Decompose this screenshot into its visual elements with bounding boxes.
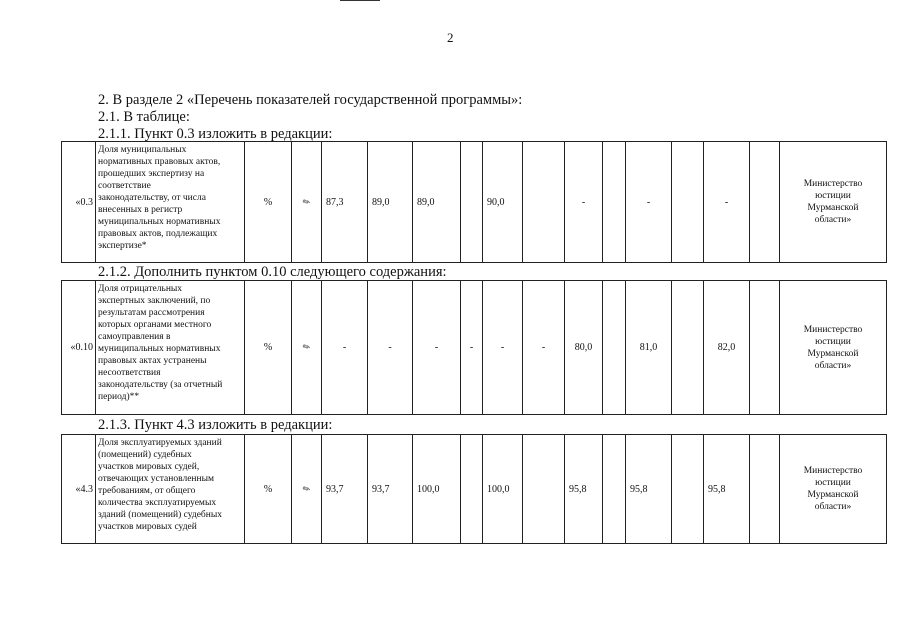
- responsible-ministry: [780, 435, 887, 544]
- item-heading-4-3: 2.1.3. Пункт 4.3 изложить в редакции:: [98, 417, 333, 433]
- ministry-line: Мурманской: [807, 203, 859, 213]
- value-cell: 95,8: [626, 435, 672, 544]
- desc-line: внесенных в регистр: [98, 205, 183, 215]
- desc-line: нормативных правовых актов,: [98, 157, 221, 167]
- indicator-code: «0.10: [62, 281, 96, 415]
- indicator-table-0-10: [61, 280, 887, 415]
- indicator-table-0-3: [61, 141, 887, 263]
- value-cell: 93,7: [368, 435, 413, 544]
- unit-cell: %: [245, 281, 292, 415]
- ministry-line: Мурманской: [807, 490, 859, 500]
- value-cell: 100,0: [483, 435, 523, 544]
- value-cell: 93,7: [322, 435, 368, 544]
- value-cell: 95,8: [704, 435, 750, 544]
- desc-line: требованиям, от общего: [98, 486, 196, 496]
- pencil-icon: ✎: [300, 340, 313, 354]
- indicator-code: «4.3: [62, 435, 96, 544]
- ministry-line: юстиции: [815, 336, 851, 347]
- desc-line: экспертизе*: [98, 241, 147, 251]
- ministry-line: Министерство: [803, 466, 863, 476]
- indicator-description: [96, 435, 245, 544]
- unit-cell: %: [245, 142, 292, 263]
- ministry-line: Мурманской: [807, 348, 859, 359]
- desc-line: участков мировых судей,: [98, 462, 200, 472]
- desc-line: отвечающих установленным: [98, 474, 214, 484]
- value-cell: [672, 435, 704, 544]
- page-number: 2: [447, 30, 454, 45]
- ministry-line: юстиции: [815, 478, 851, 488]
- desc-line: Доля муниципальных: [98, 145, 187, 155]
- value-cell: 87,3: [322, 142, 368, 263]
- value-cell: [750, 142, 780, 263]
- desc-line: экспертных заключений, по: [98, 296, 211, 306]
- value-cell: 100,0: [413, 435, 461, 544]
- top-rule: [340, 0, 380, 1]
- desc-line: правовых актах устранены: [98, 356, 207, 366]
- desc-line: Доля эксплуатируемых зданий: [98, 438, 222, 448]
- desc-line: участков мировых судей: [98, 522, 197, 532]
- indicator-code: «0.3: [62, 142, 96, 263]
- desc-line: которых органами местного: [98, 320, 212, 330]
- pencil-icon: ✎: [300, 482, 313, 495]
- value-cell: [523, 435, 565, 544]
- responsible-ministry: [780, 142, 887, 263]
- table-row: [62, 281, 887, 415]
- value-cell: [603, 281, 626, 415]
- desc-line: муниципальных нормативных: [98, 344, 221, 354]
- value-cell: 95,8: [565, 435, 603, 544]
- ministry-line: Министерство: [803, 179, 863, 189]
- value-cell: [603, 142, 626, 263]
- value-cell: 89,0: [368, 142, 413, 263]
- desc-line: законодательству (за отчетный: [98, 380, 223, 390]
- value-cell: [603, 435, 626, 544]
- desc-line: прошедших экспертизу на: [98, 169, 205, 179]
- indicator-table-4-3: [61, 434, 887, 544]
- desc-line: Доля отрицательных: [98, 284, 183, 294]
- desc-line: период)**: [98, 392, 140, 402]
- value-cell: [750, 435, 780, 544]
- value-cell: [461, 142, 483, 263]
- ministry-line: области»: [814, 502, 852, 512]
- ministry-line: области»: [814, 215, 852, 225]
- pencil-icon: [292, 435, 322, 544]
- table-row: [62, 142, 887, 263]
- desc-line: количества эксплуатируемых: [98, 498, 217, 508]
- value-cell: [672, 281, 704, 415]
- indicator-description: [96, 142, 245, 263]
- pencil-icon: [292, 281, 322, 415]
- indicator-description: [96, 281, 245, 415]
- desc-line: несоответствия: [98, 368, 161, 378]
- value-cell: [461, 435, 483, 544]
- value-cell: -: [704, 142, 750, 263]
- desc-line: самоуправления в: [98, 332, 171, 342]
- value-cell: -: [413, 281, 461, 415]
- value-cell: 82,0: [704, 281, 750, 415]
- value-cell: -: [626, 142, 672, 263]
- pencil-icon: [292, 142, 322, 263]
- desc-line: зданий (помещений) судебных: [98, 510, 222, 520]
- desc-line: соответствие: [98, 181, 151, 191]
- responsible-ministry: [780, 281, 887, 415]
- value-cell: 89,0: [413, 142, 461, 263]
- value-cell: [523, 142, 565, 263]
- unit-cell: %: [245, 435, 292, 544]
- ministry-line: области»: [814, 360, 852, 371]
- item-heading-0-10: 2.1.2. Дополнить пунктом 0.10 следующего содержания:: [98, 264, 447, 280]
- pencil-icon: ✎: [300, 195, 313, 208]
- value-cell: -: [565, 142, 603, 263]
- value-cell: [672, 142, 704, 263]
- desc-line: (помещений) судебных: [98, 450, 192, 460]
- subsection-heading: 2.1. В таблице:: [98, 109, 190, 125]
- section-heading: 2. В разделе 2 «Перечень показателей государственной программы»:: [98, 92, 523, 108]
- value-cell: 81,0: [626, 281, 672, 415]
- value-cell: -: [483, 281, 523, 415]
- ministry-line: юстиции: [815, 191, 851, 201]
- value-cell: -: [322, 281, 368, 415]
- value-cell: -: [461, 281, 483, 415]
- value-cell: 90,0: [483, 142, 523, 263]
- desc-line: правовых актов, подлежащих: [98, 229, 218, 239]
- item-heading-0-3: 2.1.1. Пункт 0.3 изложить в редакции:: [98, 126, 333, 142]
- value-cell: [750, 281, 780, 415]
- value-cell: -: [523, 281, 565, 415]
- desc-line: результатам рассмотрения: [98, 308, 205, 318]
- table-row: [62, 435, 887, 544]
- ministry-line: Министерство: [803, 324, 863, 335]
- value-cell: -: [368, 281, 413, 415]
- desc-line: муниципальных нормативных: [98, 217, 221, 227]
- desc-line: законодательству, от числа: [98, 193, 206, 203]
- value-cell: 80,0: [565, 281, 603, 415]
